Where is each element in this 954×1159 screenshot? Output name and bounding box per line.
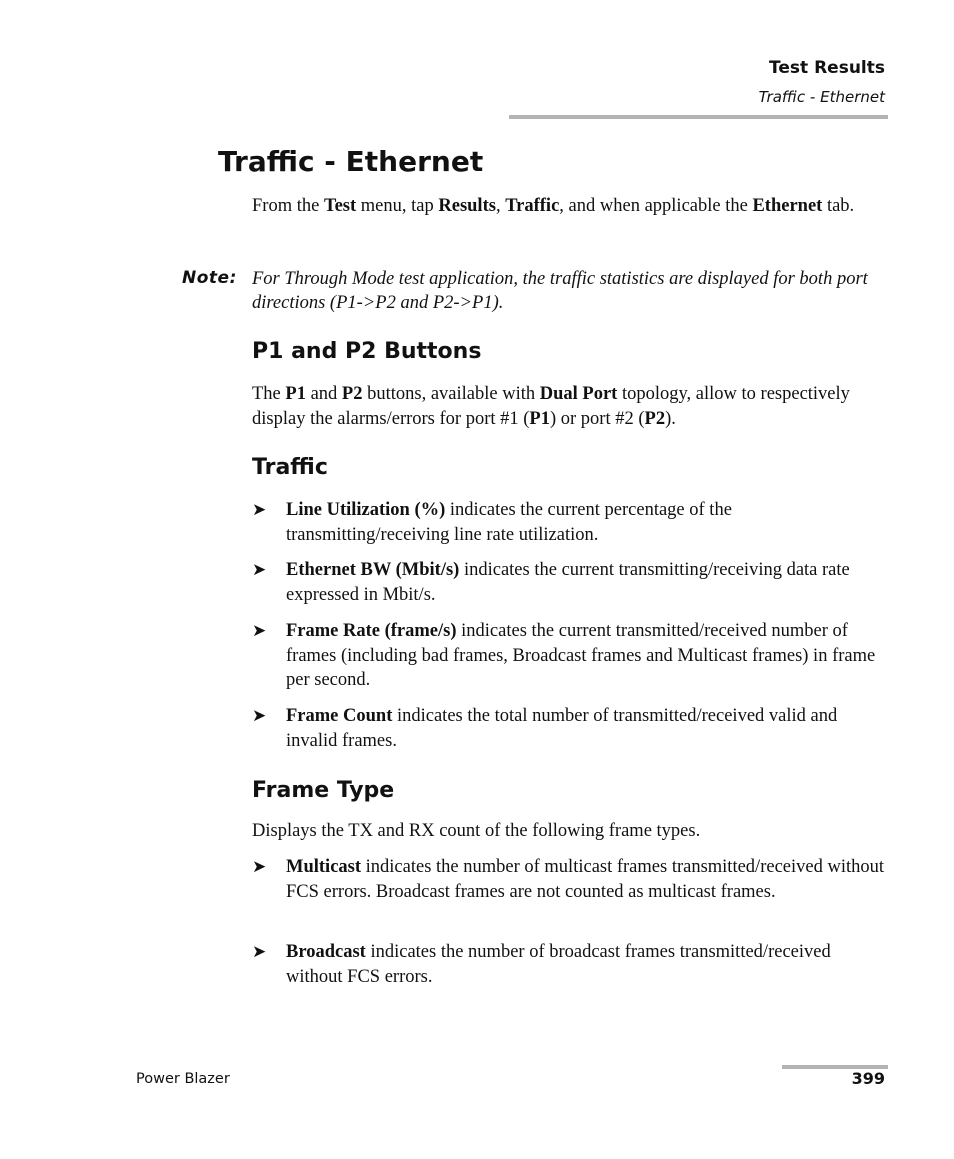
header-rule	[509, 115, 888, 119]
note-label: Note:	[182, 268, 237, 288]
p1-p2-paragraph: The P1 and P2 buttons, available with Dual Port topology, allow to respectively display the alarms/errors for port #1 (P1) or port #2 (P2).	[252, 384, 850, 429]
bullet-arrow-icon: ➤	[252, 942, 267, 962]
intro-paragraph: From the Test menu, tap Results, Traffic, and when applicable the Ethernet tab.	[252, 196, 855, 216]
page-title: Traffic - Ethernet	[218, 145, 484, 178]
footer-product-name: Power Blazer	[136, 1071, 230, 1087]
header-section-title: Test Results	[769, 58, 885, 78]
bullet-arrow-icon: ➤	[252, 621, 267, 641]
page-number: 399	[851, 1069, 885, 1088]
heading-frame-type: Frame Type	[252, 778, 395, 803]
frame-type-intro: Displays the TX and RX count of the following frame types.	[252, 821, 701, 841]
bullet-arrow-icon: ➤	[252, 857, 267, 877]
header-subsection: Traffic - Ethernet	[758, 88, 885, 106]
bullet-arrow-icon: ➤	[252, 500, 267, 520]
heading-p1-p2-buttons: P1 and P2 Buttons	[252, 339, 482, 364]
bullet-arrow-icon: ➤	[252, 560, 267, 580]
bullet-arrow-icon: ➤	[252, 706, 267, 726]
heading-traffic: Traffic	[252, 455, 328, 480]
note-text: For Through Mode test application, the traffic statistics are displayed for both port directions (P1->P2 and P2->P1).	[252, 269, 868, 313]
